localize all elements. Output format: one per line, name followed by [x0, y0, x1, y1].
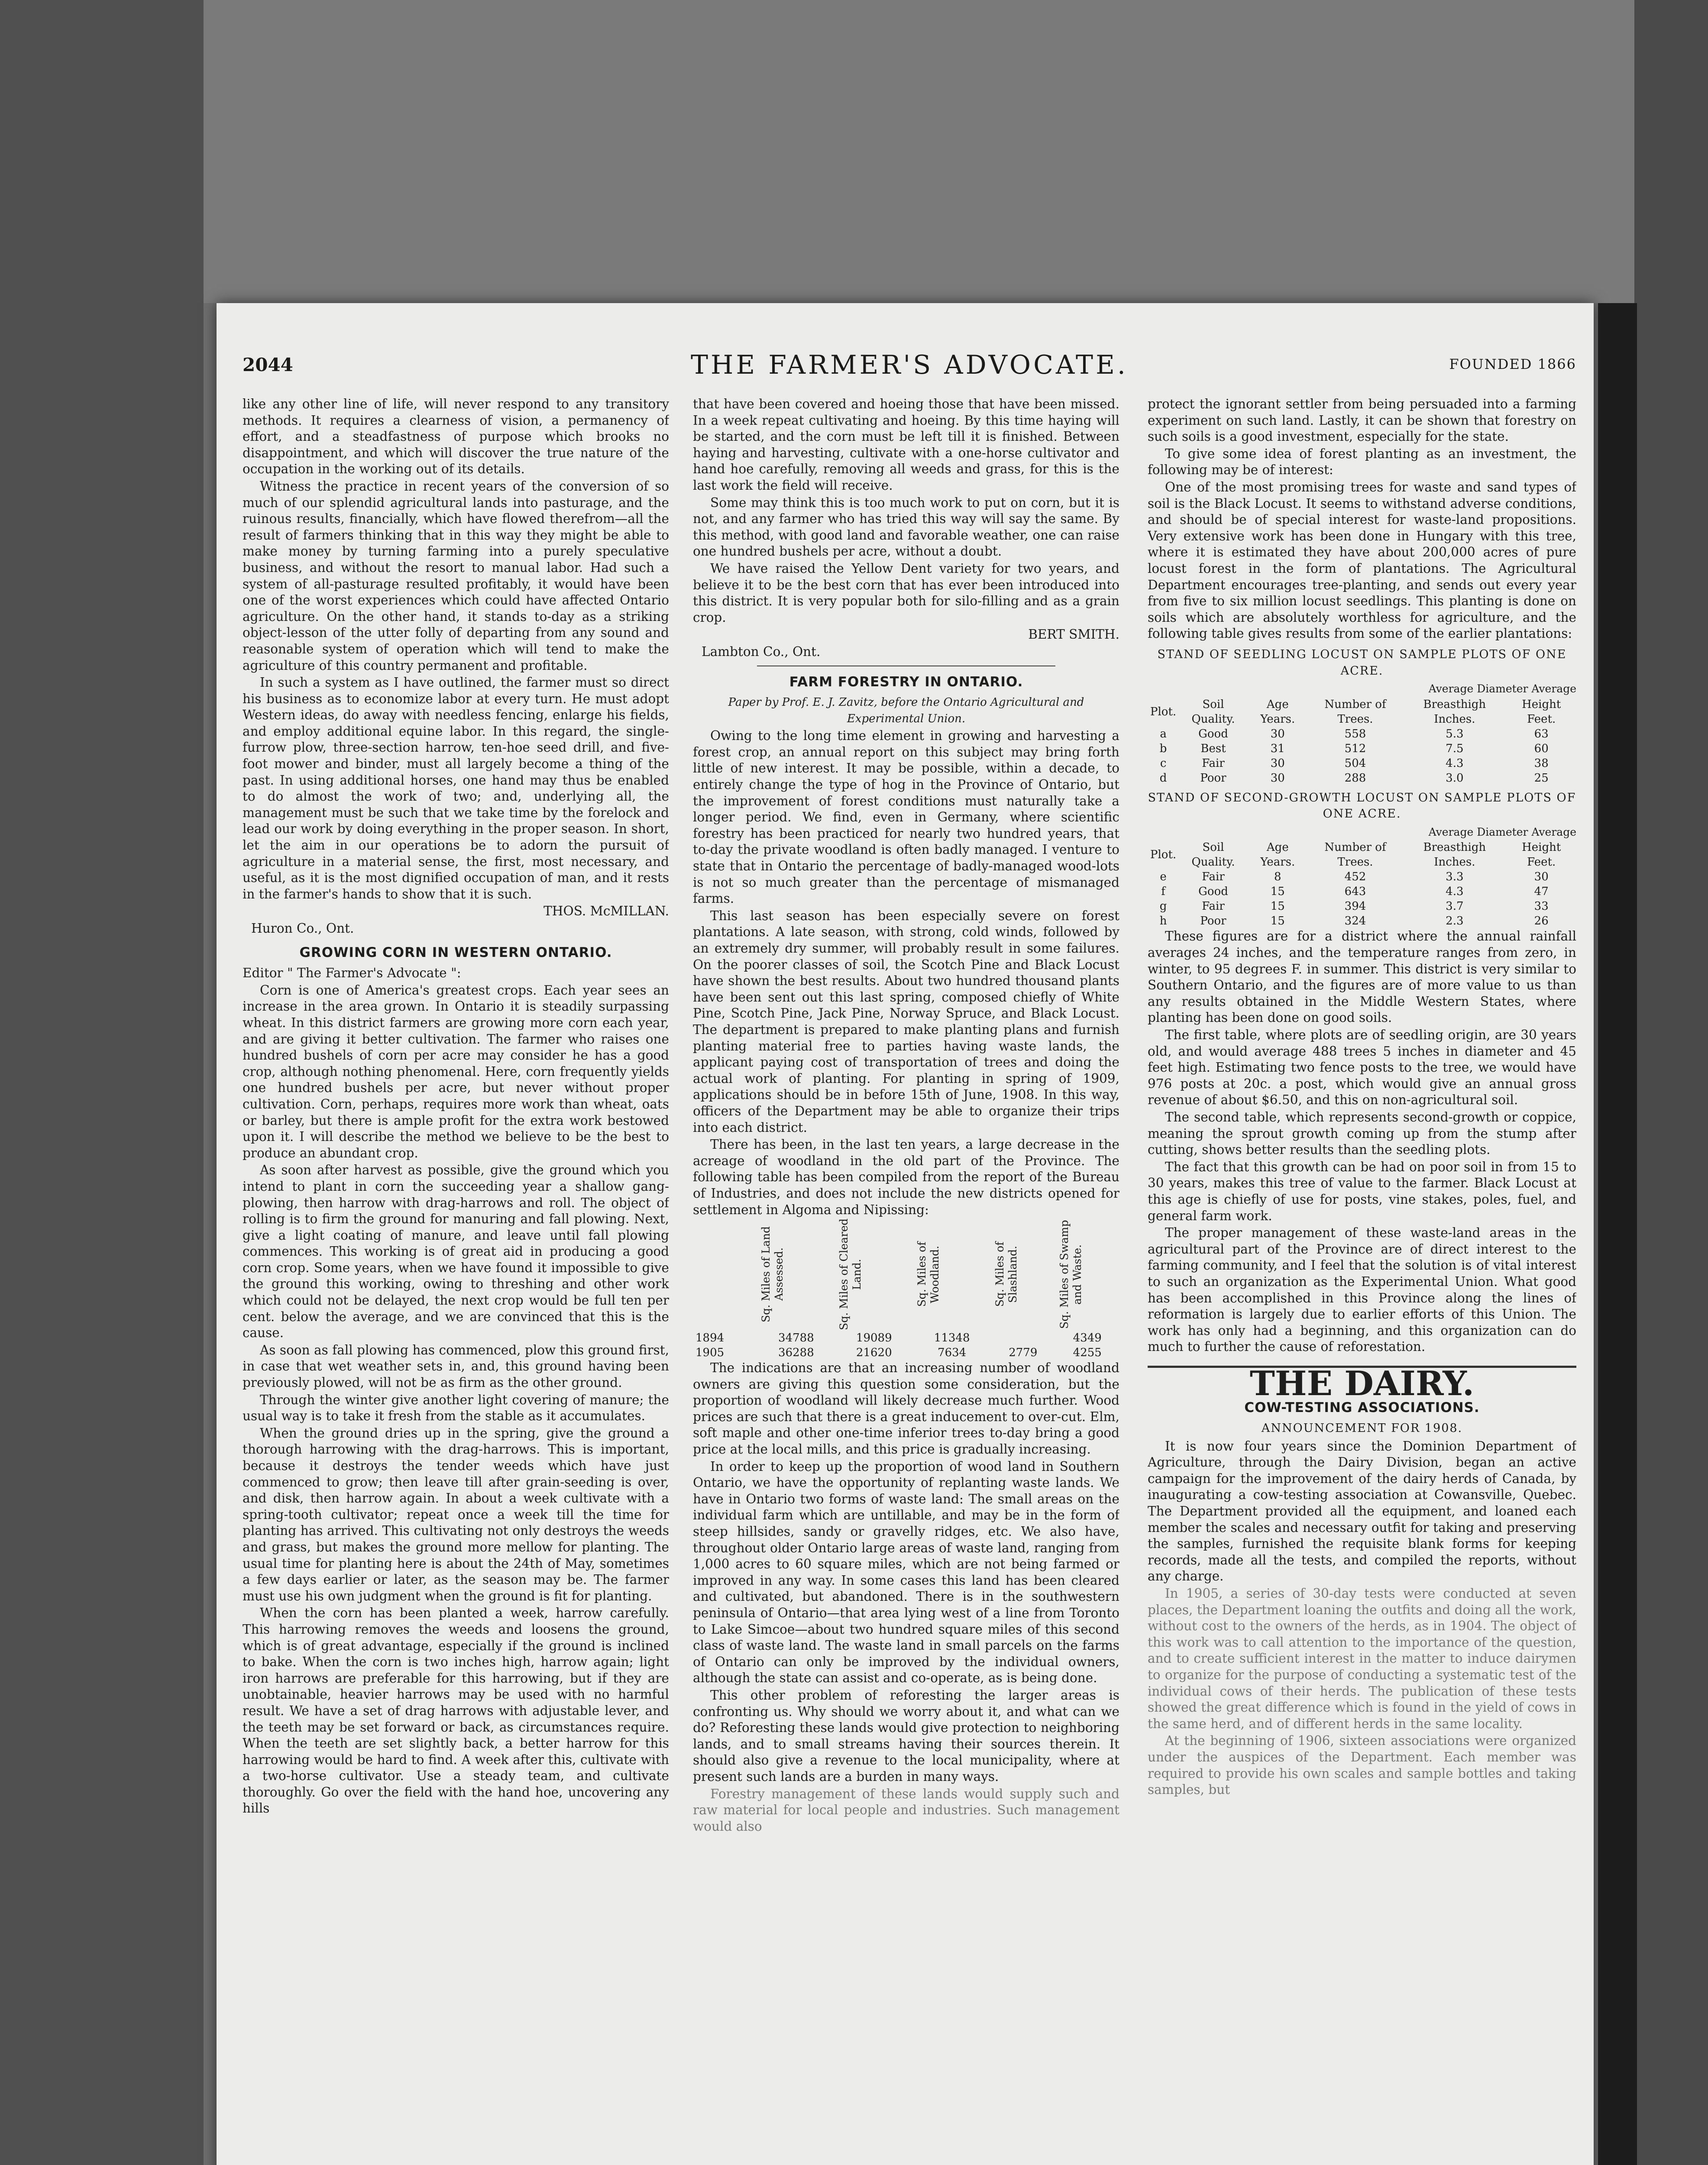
table-caption: STAND OF SECOND-GROWTH LOCUST ON SAMPLE PLOTS OF ONE ACRE.: [1148, 791, 1576, 821]
table-row: e Fair 8 452 3.3 30: [1160, 870, 1549, 884]
location: Lambton Co., Ont.: [702, 644, 821, 659]
second-growth-locust-table: Plot. Soil Quality. Age Years. Number of Trees. Breasthigh Inches. Height Feet. e Fair 8 452 3.3 30 f Good 15 643 4.3 47 g Fair 15 394 3.7 33 h Poor 15 324 2.3 26: [1148, 840, 1576, 928]
table-row: h Poor 15 324 2.3 26: [1159, 914, 1549, 928]
byline: Paper by Prof. E. J. Zavitz, before the Ontario Agricultural and Experimental Union.: [728, 696, 1084, 725]
paragraph: When the corn has been planted a week, harrow carefully. This harrowing removes the weeds and loosens the ground, which is of great advantage, especially if the ground is inclined to bake. When the corn is two inches high, harrow again; light iron harrows are preferable for this harrowing, but if they are unobtainable, heavier harrows may be used with no harmful result. We have a set of drag harrows with adjustable lever, and the teeth may be set forward or back, as circumstances require. When the teeth are set slightly back, a better harrow for this harrowing would be hard to find. A week after this, cultivate with a two-horse cultivator. Use a steady team, and cultivate thoroughly. Go over the field with the hand hoe, uncovering any hills: [243, 1606, 669, 1816]
page-number: 2044: [243, 354, 293, 375]
column-2: [693, 396, 1119, 2165]
paragraph: Some may think this is too much work to put on corn, but it is not, and any farmer who has tried this way will say the same. By this method, with good land and favorable weather, one can raise one hundred bushels per acre, without a doubt.: [693, 495, 1119, 559]
table-header-top: Average Diameter Average: [1428, 682, 1576, 695]
table-header-top: Average Diameter Average: [1428, 825, 1576, 838]
paragraph: As soon as fall plowing has commenced, plow this ground first, in case that wet weather sets in, and, this ground having been previously plowed, will not be as firm as the other ground.: [243, 1342, 669, 1390]
paragraph: The proper management of these waste-land areas in the agricultural part of the Province are of direct interest to the farming community, and I feel that the solution is of vital interest to such an organization as the Experimental Union. What good has been accomplished in this Province along the lines of reformation is largely due to earlier efforts of this Union. The work has only had a beginning, and this organization can do much to further the cause of reforestation.: [1148, 1225, 1576, 1354]
table-row: c Fair 30 504 4.3 38: [1160, 756, 1549, 770]
editor-line: Editor " The Farmer's Advocate ":: [243, 966, 461, 981]
article-heading: FARM FORESTRY IN ONTARIO.: [789, 674, 1023, 690]
paragraph: protect the ignorant settler from being persuaded into a farming experiment on such land. Lastly, it can be shown that forestry on such soils is a good investment, especially for the state.: [1148, 397, 1576, 444]
seedling-locust-table: Plot. Soil Quality. Age Years. Number of Trees. Breasthigh Inches. Height Feet. a Good 30 558 5.3 63 b Best 31 512 7.5 60 c Fair 30 504 4.3 38 d Poor 30 288 3.0 25: [1148, 697, 1576, 785]
scan-background-right: [1634, 0, 1708, 2165]
paragraph: As soon after harvest as possible, give the ground which you intend to plant in corn the succeeding year a shallow gang-plowing, then harrow with drag-harrows and roll. The object of rolling is to firm the ground for manuring and fall plowing. Next, give a light coating of manure, and leave until fall plowing commences. This working is of great aid in producing a good corn crop. Some years, when we have found it impossible to give the ground this working, owing to threshing and other work which could not be delayed, the next crop would be full ten per cent. below the average, and we are convinced that this is the cause.: [243, 1163, 669, 1341]
founded-line: FOUNDED 1866: [1449, 356, 1576, 372]
table-header: Sq. Miles of Woodland.: [915, 1241, 941, 1307]
table-header: Sq. Miles of Swamp and Waste.: [1058, 1220, 1084, 1329]
paragraph: Corn is one of America's greatest crops. Each year sees an increase in the area grown. In Ontario it is steadily surpassing wheat. In this district farmers are growing more corn each year, and are giving it better cultivation. The farmer who raises one hundred bushels of corn per acre may consider he has a good crop, although nothing phenomenal. Here, corn frequently yields one hundred bushels per acre, but never without proper cultivation. Corn, perhaps, requires more work than wheat, oats or barley, but there is ample profit for the extra work bestowed upon it. I will describe the method we believe to be the best to produce an abundant crop.: [243, 982, 669, 1160]
paragraph: These figures are for a district where the annual rainfall averages 24 inches, and the temperature ranges from zero, in winter, to 95 degrees F. in summer. This district is very similar to Southern Ontario, and the figures are of more value to us than any results obtained in the Middle Western States, where planting has been done on good soils.: [1148, 929, 1576, 1025]
paragraph: In order to keep up the proportion of wood land in Southern Ontario, we have the opportunity of replanting waste lands. We have in Ontario two forms of waste land: The small areas on the individual farm which are untillable, and may be in the form of steep hillsides, sandy or gravelly ridges, etc. We also have, throughout older Ontario large areas of waste land, ranging from 1,000 acres to 60 square miles, which are not being farmed or improved in any way. In some cases this land has been cleared and cultivated, but abandoned. There is in the southwestern peninsula of Ontario—that area lying west of a line from Toronto to Lake Simcoe—about two hundred square miles of this second class of waste land. The waste land in small parcels on the farms of Ontario can only be improved by the individual owners, although the state can assist and co-operate, as is being done.: [693, 1459, 1119, 1686]
table-header: Sq. Miles of Land Assessed.: [760, 1226, 786, 1323]
paragraph: In such a system as I have outlined, the farmer must so direct his business as to economize labor at every turn. He must adopt Western ideas, do away with needless fencing, enlarge his fields, and employ additional equine labor. In this regard, the single-furrow plow, three-section harrow, ten-hoe seed drill, and five-foot mower and binder, must all largely become a thing of the past. In using additional horses, one hand may thus be enabled to do almost the work of two; and, underlying all, the management must be such that we take time by the forelock and lead our work by doing everything in the proper season. In short, let the aim in our operations be to adorn the pursuit of agriculture in a material sense, the first, most necessary, and useful, as it is the most dignified occupation of man, and it rests in the farmer's hands to show that it is such.: [243, 675, 669, 902]
announcement-line: ANNOUNCEMENT FOR 1908.: [1261, 1422, 1463, 1435]
table-row: a Good 30 558 5.3 63: [1160, 727, 1549, 740]
paragraph: like any other line of life, will never respond to any transitory methods. It requires a clearness of vision, a permanency of effort, and a steadfastness of purpose which brooks no disappointment, and which will discover the true nature of the occupation in the working out of its details.: [243, 397, 669, 477]
signature: BERT SMITH.: [1028, 627, 1119, 642]
scan-background-left: [0, 0, 204, 2165]
paragraph: The second table, which represents second-growth or coppice, meaning the sprout growth coming up from the stump after cutting, shows better results than the seedling plots.: [1148, 1110, 1576, 1157]
paragraph: There has been, in the last ten years, a large decrease in the acreage of woodland in the old part of the Province. The following table has been compiled from the report of the Bureau of Industries, and does not include the new districts opened for settlement in Algoma and Nipissing:: [693, 1137, 1119, 1217]
masthead: THE FARMER'S ADVOCATE.: [691, 350, 1128, 380]
paragraph: The fact that this growth can be had on poor soil in from 15 to 30 years, makes this tree of value to the farmer. Black Locust at this age is chiefly of use for posts, vine stakes, poles, fuel, and general farm work.: [1148, 1159, 1576, 1223]
paragraph: Through the winter give another light covering of manure; the usual way is to take it fresh from the stable as it accumulates.: [243, 1392, 669, 1424]
paragraph: In 1905, a series of 30-day tests were conducted at seven places, the Department loaning the outfits and doing all the work, without cost to the owners of the herds, as in 1904. The object of this work was to call attention to the importance of the question, and to create sufficient interest in the matter to induce dairymen to organize for the purpose of conducting a systematic test of the individual cows of their herds. The publication of these tests showed the great difference which is found in the yield of cows in the same herd, and of different herds in the same locality.: [1148, 1586, 1576, 1731]
paragraph: We have raised the Yellow Dent variety for two years, and believe it to be the best corn that has ever been introduced into this district. It is very popular both for silo-filling and as a grain crop.: [693, 561, 1119, 625]
paragraph: The indications are that an increasing number of woodland owners are giving this question some consideration, but the proportion of woodland will likely decrease much further. Wood prices are such that there is a great inducement to over-cut. Elm, soft maple and other one-time inferior trees to-day bring a good price at the local mills, and this price is gradually increasing.: [693, 1360, 1119, 1457]
table-caption: STAND OF SEEDLING LOCUST ON SAMPLE PLOTS OF ONE ACRE.: [1157, 647, 1567, 678]
page-header: [243, 350, 1576, 389]
column-3: [1148, 396, 1576, 2165]
table-header: Sq. Miles of Slashland.: [993, 1241, 1019, 1307]
paragraph: When the ground dries up in the spring, give the ground a thorough harrowing with the drag-harrows. This is important, because it destroys the tender weeds which have just commenced to grow; then leave till after grain-seeding is over, and disk, then harrow again. In about a week cultivate with a spring-tooth cultivator; repeat once a week till the time for planting has arrived. This cultivating not only destroys the weeds and grass, but makes the ground more mellow for planting. The usual time for planting here is about the 24th of May, sometimes a few days earlier or later, as the season may be. The farmer must use his own judgment when the ground is fit for planting.: [243, 1425, 669, 1603]
paragraph: that have been covered and hoeing those that have been missed. In a week repeat cultivating and hoeing. By this time haying will be started, and the corn must be left till it is finished. Between haying and harvesting, cultivate with a one-horse cultivator and hand hoe carefully, removing all weeds and grass, for this is the last work the field will receive.: [693, 397, 1119, 493]
paragraph: To give some idea of forest planting as an investment, the following may be of interest:: [1148, 446, 1576, 478]
table-header: Sq. Miles of Cleared Land.: [838, 1218, 864, 1331]
paragraph: One of the most promising trees for waste and sand types of soil is the Black Locust. It seems to withstand adverse conditions, and should be of special interest for waste-land propositions. Very extensive work has been done in Hungary with this tree, where it is estimated they have about 200,000 acres of pure locust forest in the form of plantations. The Agricultural Department encourages tree-planting, and sends out every year from five to six million locust seedlings. This planting is done on soils which are absolutely worthless for agriculture, and the following table gives results from some of the earlier plantations:: [1148, 479, 1576, 641]
paragraph: This last season has been especially severe on forest plantations. A late season, with strong, cold winds, followed by an extremely dry summer, will probably result in some failures. On the poorer classes of soil, the Scotch Pine and Black Locust have shown the best results. About two hundred thousand plants have been sent out this last spring, composed chiefly of White Pine, Scotch Pine, Jack Pine, Norway Spruce, and Black Locust. The department is prepared to make planting plans and furnish planting material free to parties having waste lands, the applicant paying cost of transportation of trees and doing the actual work of planting. For planting in spring of 1909, applications should be in before 15th of June, 1908. In this way, officers of the Department may be able to organize their trips into each district.: [693, 908, 1119, 1135]
table-row: b Best 31 512 7.5 60: [1159, 742, 1549, 755]
column-1: [243, 396, 669, 2165]
paragraph: It is now four years since the Dominion Department of Agriculture, through the Dairy Division, began an active campaign for the improvement of the dairy herds of Canada, by inaugurating a cow-testing association at Cowansville, Quebec. The Department provided all the equipment, and loaned each member the scales and necessary outfit for taking and preserving the samples, furnished the requisite blank forms for keeping records, made all the tests, and compiled the reports, without any charge.: [1148, 1438, 1576, 1584]
location: Huron Co., Ont.: [251, 921, 354, 936]
paragraph: Forestry management of these lands would supply such and raw material for local people and industries. Such management would also: [693, 1786, 1119, 1834]
article-heading: GROWING CORN IN WESTERN ONTARIO.: [299, 944, 612, 960]
table-row: g Fair 15 394 3.7 33: [1159, 900, 1549, 913]
table-row: f Good 15 643 4.3 47: [1161, 885, 1549, 898]
paragraph: Owing to the long time element in growing and harvesting a forest crop, an annual report on this subject may bring forth little of new interest. It may be possible, within a decade, to entirely change the type of hog in the Province of Ontario, but the improvement of forest conditions must naturally take a longer period. We find, even in Germany, where scientific forestry has been practiced for nearly two hundred years, that to-day the private woodland is often badly managed. I venture to state that in Ontario the percentage of badly-managed wood-lots is not so much greater than the percentage of mismanaged farms.: [693, 728, 1119, 906]
scan-background-top: [0, 0, 1708, 303]
table-row: d Poor 30 288 3.0 25: [1159, 771, 1549, 785]
woodland-table: [693, 1218, 1119, 1360]
table-row: 1894 34788 19089 11348 4349: [695, 1331, 1102, 1345]
paragraph: Witness the practice in recent years of the conversion of so much of our splendid agricultural lands into pasturage, and the ruinous results, financially, which have flowed therefrom—all the result of farmers thinking that in this way they might be able to make money by turning farming into a purely speculative business, and without the resort to manual labor. Had such a system of all-pasturage resulted profitably, it would have been one of the worst experiences which could have affected Ontario agriculture. On the other hand, it stands to-day as a striking object-lesson of the utter folly of departing from any sound and reasonable system of operation which will tend to make the agriculture of this country permanent and profitable.: [243, 478, 669, 673]
paragraph: This other problem of reforesting the larger areas is confronting us. Why should we worry about it, and what can we do? Reforesting these lands would give protection to neighboring lands, and to small streams having their sources therein. It should also give a revenue to the local municipality, where at present such lands are a burden in many ways.: [693, 1687, 1119, 1784]
paragraph: At the beginning of 1906, sixteen associations were organized under the auspices of the Department. Each member was required to provide his own scales and sample bottles and taking samples, but: [1148, 1733, 1576, 1797]
table-row: 1905 36288 21620 7634 2779 4255: [695, 1346, 1102, 1360]
binding-gutter: [1598, 303, 1637, 2165]
section-title: THE DAIRY.: [1148, 1366, 1576, 1392]
paragraph: The first table, where plots are of seedling origin, are 30 years old, and would average 488 trees 5 inches in diameter and 45 feet high. Estimating two fence posts to the tree, we would have 976 posts at 20c. a post, which would give an annual gross revenue of about $6.50, and this on non-agricultural soil.: [1148, 1028, 1576, 1108]
article-heading: COW-TESTING ASSOCIATIONS.: [1244, 1399, 1480, 1415]
signature: THOS. McMILLAN.: [543, 904, 669, 919]
